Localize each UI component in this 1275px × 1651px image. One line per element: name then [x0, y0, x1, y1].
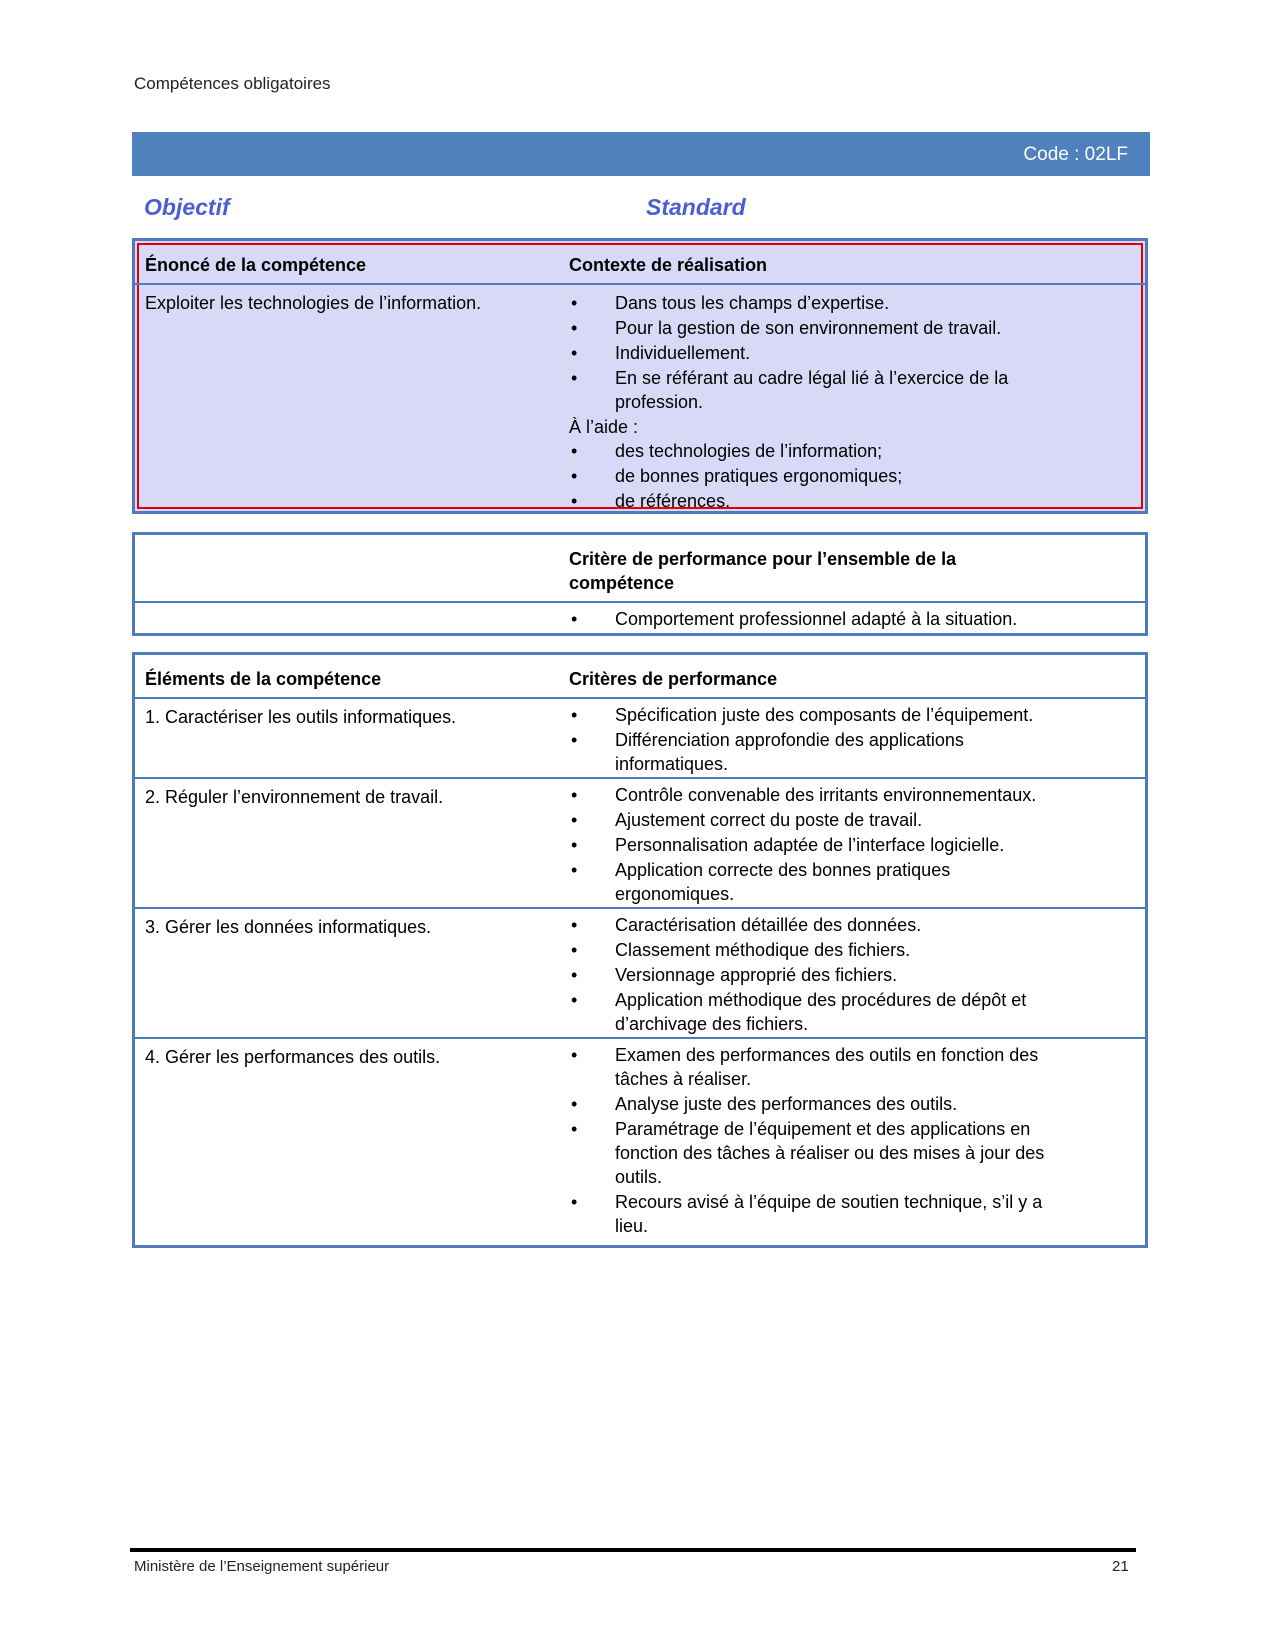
global-criteria-content [569, 607, 1049, 632]
aide-label: À l’aide : [569, 417, 639, 437]
elements-table [132, 652, 1148, 1248]
list-item: • En se référant au cadre légal lié à l’exercice de la profession. [571, 368, 1009, 412]
contexte-content [569, 291, 1049, 514]
aide-list [569, 439, 1049, 513]
list-item: • Examen des performances des outils en fonction des tâches à réaliser. [571, 1045, 1039, 1089]
list-item: • Paramétrage de l’équipement et des applications en fonction des tâches à réaliser ou des mises à jour des outils. [571, 1119, 1045, 1187]
bullet-icon: • [571, 965, 578, 985]
list-item: • de références. [571, 491, 731, 511]
list-item: • Versionnage approprié des fichiers. [571, 965, 898, 985]
bullet-icon: • [571, 940, 578, 960]
list-item: • Analyse juste des performances des outils. [571, 1094, 958, 1114]
bullet-icon: • [571, 1094, 578, 1114]
bullet-icon: • [571, 1045, 578, 1065]
list-item: • Spécification juste des composants de l’équipement. [571, 705, 1034, 725]
row-divider [135, 907, 1145, 909]
list-item: • Différenciation approfondie des applications informatiques. [571, 730, 964, 774]
criteria-3 [569, 913, 1049, 1037]
list-item: • Classement méthodique des fichiers. [571, 940, 911, 960]
bullet-icon: • [571, 318, 578, 338]
header-divider [135, 283, 1145, 285]
bullet-icon: • [571, 990, 578, 1010]
header-divider [135, 601, 1145, 603]
global-criteria-header: Critère de performance pour l’ensemble de la compétence [569, 549, 957, 593]
bullet-icon: • [571, 491, 578, 511]
elements-header: Éléments de la compétence [145, 669, 382, 689]
row-divider [135, 777, 1145, 779]
bullet-icon: • [571, 1192, 578, 1212]
list-item: • Pour la gestion de son environnement de travail. [571, 318, 1002, 338]
bullet-icon: • [571, 860, 578, 880]
bullet-icon: • [571, 343, 578, 363]
context-list [569, 291, 1049, 414]
bullet-icon: • [571, 1119, 578, 1139]
competency-code: Code : 02LF [1023, 144, 1128, 165]
criteria-4 [569, 1043, 1049, 1239]
bullet-icon: • [571, 368, 578, 388]
list-item: • Recours avisé à l’équipe de soutien technique, s’il y a lieu. [571, 1192, 1043, 1236]
bullet-icon: • [571, 293, 578, 313]
list-item: • Individuellement. [571, 343, 751, 363]
row-divider [135, 1037, 1145, 1039]
bullet-icon: • [571, 609, 578, 629]
element-4: 4. Gérer les performances des outils. [145, 1047, 441, 1067]
running-header: Compétences obligatoires [134, 74, 331, 93]
section-title-objectif: Objectif [144, 194, 230, 220]
bullet-icon: • [571, 705, 578, 725]
list-item: • Contrôle convenable des irritants environnementaux. [571, 785, 1037, 805]
competency-statement: Exploiter les technologies de l’information. [145, 293, 482, 313]
enonce-table [132, 238, 1148, 514]
list-item: • Ajustement correct du poste de travail. [571, 810, 923, 830]
bullet-icon: • [571, 915, 578, 935]
criteria-1 [569, 703, 1049, 777]
list-item: • Dans tous les champs d’expertise. [571, 293, 890, 313]
bullet-icon: • [571, 810, 578, 830]
section-title-standard: Standard [646, 194, 746, 220]
footer-rule [130, 1548, 1136, 1552]
criteria-header: Critères de performance [569, 669, 778, 689]
element-1: 1. Caractériser les outils informatiques. [145, 707, 457, 727]
bullet-icon: • [571, 785, 578, 805]
bullet-icon: • [571, 835, 578, 855]
global-criteria-table [132, 532, 1148, 636]
header-divider [135, 697, 1145, 699]
list-item: • Application correcte des bonnes pratiques ergonomiques. [571, 860, 951, 904]
list-item: • des technologies de l’information; [571, 441, 883, 461]
list-item: • Caractérisation détaillée des données. [571, 915, 922, 935]
list-item: • Personnalisation adaptée de l’interface logicielle. [571, 835, 1005, 855]
bullet-icon: • [571, 466, 578, 486]
footer-ministry: Ministère de l’Enseignement supérieur [134, 1558, 390, 1575]
enonce-header: Énoncé de la compétence [145, 255, 367, 275]
bullet-icon: • [571, 441, 578, 461]
bullet-icon: • [571, 730, 578, 750]
list-item: • Comportement professionnel adapté à la situation. [571, 609, 1018, 629]
element-2: 2. Réguler l’environnement de travail. [145, 787, 444, 807]
criteria-2 [569, 783, 1049, 907]
code-band [132, 132, 1150, 176]
element-3: 3. Gérer les données informatiques. [145, 917, 432, 937]
page-number: 21 [1112, 1558, 1129, 1575]
list-item: • Application méthodique des procédures de dépôt et d’archivage des fichiers. [571, 990, 1027, 1034]
contexte-header: Contexte de réalisation [569, 255, 768, 275]
list-item: • de bonnes pratiques ergonomiques; [571, 466, 903, 486]
